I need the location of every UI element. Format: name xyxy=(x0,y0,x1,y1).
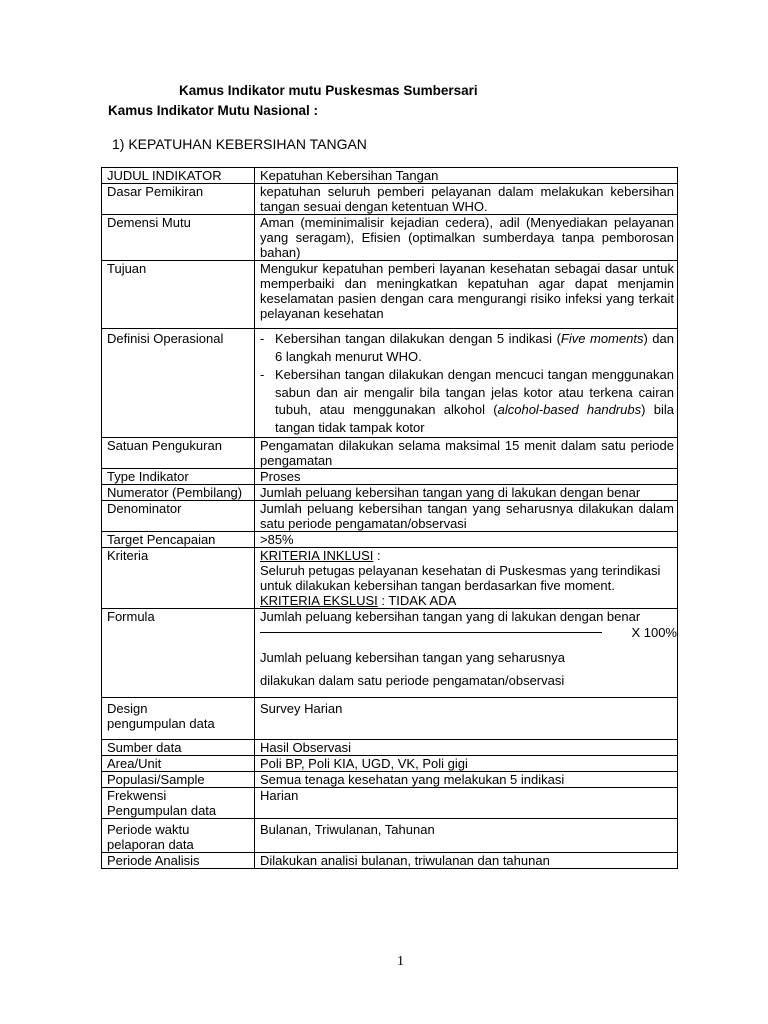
table-row xyxy=(102,184,678,215)
definisi-bullet-1-text-a: Kebersihan tangan dilakukan dengan 5 indikasi ( xyxy=(275,331,561,346)
row-label-periode-waktu xyxy=(102,819,255,853)
inklusi-heading-text: KRITERIA INKLUSI xyxy=(260,548,374,563)
definisi-bullet-2-text-a: Kebersihan tangan dilakukan dengan mencuci tangan menggunakan sabun dan air mengalir bila tangan jelas kotor atau terkena cairan tubuh, atau menggunakan alkohol ( xyxy=(275,367,674,417)
row-label-target: Target Pencapaian xyxy=(102,532,255,548)
definisi-bullet-1-text-b: ) dan 6 langkah menurut WHO. xyxy=(275,331,674,364)
periode-waktu-label-2: pelaporan data xyxy=(107,837,194,852)
row-value-populasi: Semua tenaga kesehatan yang melakukan 5 indikasi xyxy=(255,772,678,788)
frekwensi-label-2: Pengumpulan data xyxy=(107,803,217,818)
row-value-area: Poli BP, Poli KIA, UGD, VK, Poli gigi xyxy=(255,756,678,772)
page-number: 1 xyxy=(397,954,404,969)
row-value-dasar: kepatuhan seluruh pemberi pelayanan dalam melakukan kebersihan tangan sesuai dengan ketentuan WHO. xyxy=(255,184,678,215)
formula-numerator: Jumlah peluang kebersihan tangan yang di lakukan dengan benar xyxy=(260,609,641,624)
row-value-type: Proses xyxy=(255,469,678,485)
row-label-denominator: Denominator xyxy=(102,501,255,532)
formula-denominator-2: dilakukan dalam satu periode pengamatan/observasi xyxy=(260,673,565,688)
row-label-design xyxy=(102,698,255,740)
row-label-area: Area/Unit xyxy=(102,756,255,772)
kriteria-eksklusi xyxy=(260,593,674,608)
document-subtitle: Kamus Indikator Mutu Nasional : xyxy=(108,103,319,118)
formula-multiplier: X 100% xyxy=(631,625,677,640)
design-label-1: Design xyxy=(107,701,148,716)
table-row xyxy=(102,756,678,772)
document-title: Kamus Indikator mutu Puskesmas Sumbersari xyxy=(179,83,478,98)
row-value-satuan: Pengamatan dilakukan selama maksimal 15 menit dalam satu periode pengamatan xyxy=(255,438,678,469)
table-row xyxy=(102,469,678,485)
definisi-list xyxy=(260,330,674,436)
table-row xyxy=(102,168,678,184)
table-row xyxy=(102,853,678,869)
row-label-dasar: Dasar Pemikiran xyxy=(102,184,255,215)
table-row xyxy=(102,438,678,469)
table-row xyxy=(102,609,678,698)
row-label-definisi: Definisi Operasional xyxy=(102,329,255,438)
row-label-sumber: Sumber data xyxy=(102,740,255,756)
row-value-tujuan: Mengukur kepatuhan pemberi layanan kesehatan sebagai dasar untuk memperbaiki dan meningkatkan kepatuhan agar dapat menjamin keselamatan pasien dengan cara mengurangi risiko infeksi yang terkait pelayanan kesehatan xyxy=(255,261,678,329)
row-label-type: Type Indikator xyxy=(102,469,255,485)
list-item xyxy=(260,330,674,365)
table-row xyxy=(102,215,678,261)
definisi-bullet-2-text-b: ) bila tangan tidak tampak kotor xyxy=(275,402,674,435)
row-value-frekwensi: Harian xyxy=(255,788,678,819)
kriteria-inklusi-text: Seluruh petugas pelayanan kesehatan di Puskesmas yang terindikasi untuk dilakukan kebersihan tangan berdasarkan five moment. xyxy=(260,563,661,593)
definisi-bullet-1-italic: Five moments xyxy=(560,331,644,346)
section-heading: 1) KEPATUHAN KEBERSIHAN TANGAN xyxy=(112,136,367,152)
row-label-numerator: Numerator (Pembilang) xyxy=(102,485,255,501)
row-value-periode-analisis: Dilakukan analisi bulanan, triwulanan dan tahunan xyxy=(255,853,678,869)
fraction-rule xyxy=(260,632,602,633)
kriteria-inklusi-heading xyxy=(260,548,674,563)
row-value-target: >85% xyxy=(255,532,678,548)
row-label-formula: Formula xyxy=(102,609,255,698)
definisi-bullet-2-italic: alcohol-based handrubs xyxy=(497,402,642,417)
table-row xyxy=(102,772,678,788)
formula-denominator-1: Jumlah peluang kebersihan tangan yang seharusnya xyxy=(260,650,565,665)
periode-waktu-label-1: Periode waktu xyxy=(107,822,190,837)
table-row xyxy=(102,740,678,756)
row-label-tujuan: Tujuan xyxy=(102,261,255,329)
row-value-kriteria xyxy=(255,548,678,609)
table-row xyxy=(102,532,678,548)
table-row xyxy=(102,548,678,609)
indicator-table xyxy=(101,167,678,869)
row-label-periode-analisis: Periode Analisis xyxy=(102,853,255,869)
list-item xyxy=(260,366,674,436)
eksklusi-heading-text: KRITERIA EKSLUSI xyxy=(260,593,378,608)
row-label-judul: JUDUL INDIKATOR xyxy=(102,168,255,184)
row-value-formula xyxy=(255,609,678,698)
row-value-sumber: Hasil Observasi xyxy=(255,740,678,756)
row-label-kriteria: Kriteria xyxy=(102,548,255,609)
table-row xyxy=(102,501,678,532)
row-label-frekwensi xyxy=(102,788,255,819)
row-label-populasi: Populasi/Sample xyxy=(102,772,255,788)
table-row xyxy=(102,261,678,329)
formula-fraction-line xyxy=(260,624,677,646)
row-value-definisi xyxy=(255,329,678,438)
eksklusi-text: : TIDAK ADA xyxy=(377,593,457,608)
table-row xyxy=(102,698,678,740)
row-value-periode-waktu: Bulanan, Triwulanan, Tahunan xyxy=(255,819,678,853)
design-label-2: pengumpulan data xyxy=(107,716,215,731)
row-label-demensi: Demensi Mutu xyxy=(102,215,255,261)
table-row xyxy=(102,329,678,438)
frekwensi-label-1: Frekwensi xyxy=(107,788,167,803)
inklusi-heading-colon: : xyxy=(373,548,381,563)
table-row xyxy=(102,485,678,501)
row-value-design: Survey Harian xyxy=(255,698,678,740)
row-value-judul: Kepatuhan Kebersihan Tangan xyxy=(255,168,678,184)
row-label-satuan: Satuan Pengukuran xyxy=(102,438,255,469)
table-row xyxy=(102,788,678,819)
row-value-numerator: Jumlah peluang kebersihan tangan yang di lakukan dengan benar xyxy=(255,485,678,501)
row-value-denominator: Jumlah peluang kebersihan tangan yang seharusnya dilakukan dalam satu periode pengamatan/observasi xyxy=(255,501,678,532)
row-value-demensi: Aman (meminimalisir kejadian cedera), adil (Menyediakan pelayanan yang seragam), Efisien (optimalkan sumberdaya tanpa pemborosan bahan) xyxy=(255,215,678,261)
table-row xyxy=(102,819,678,853)
